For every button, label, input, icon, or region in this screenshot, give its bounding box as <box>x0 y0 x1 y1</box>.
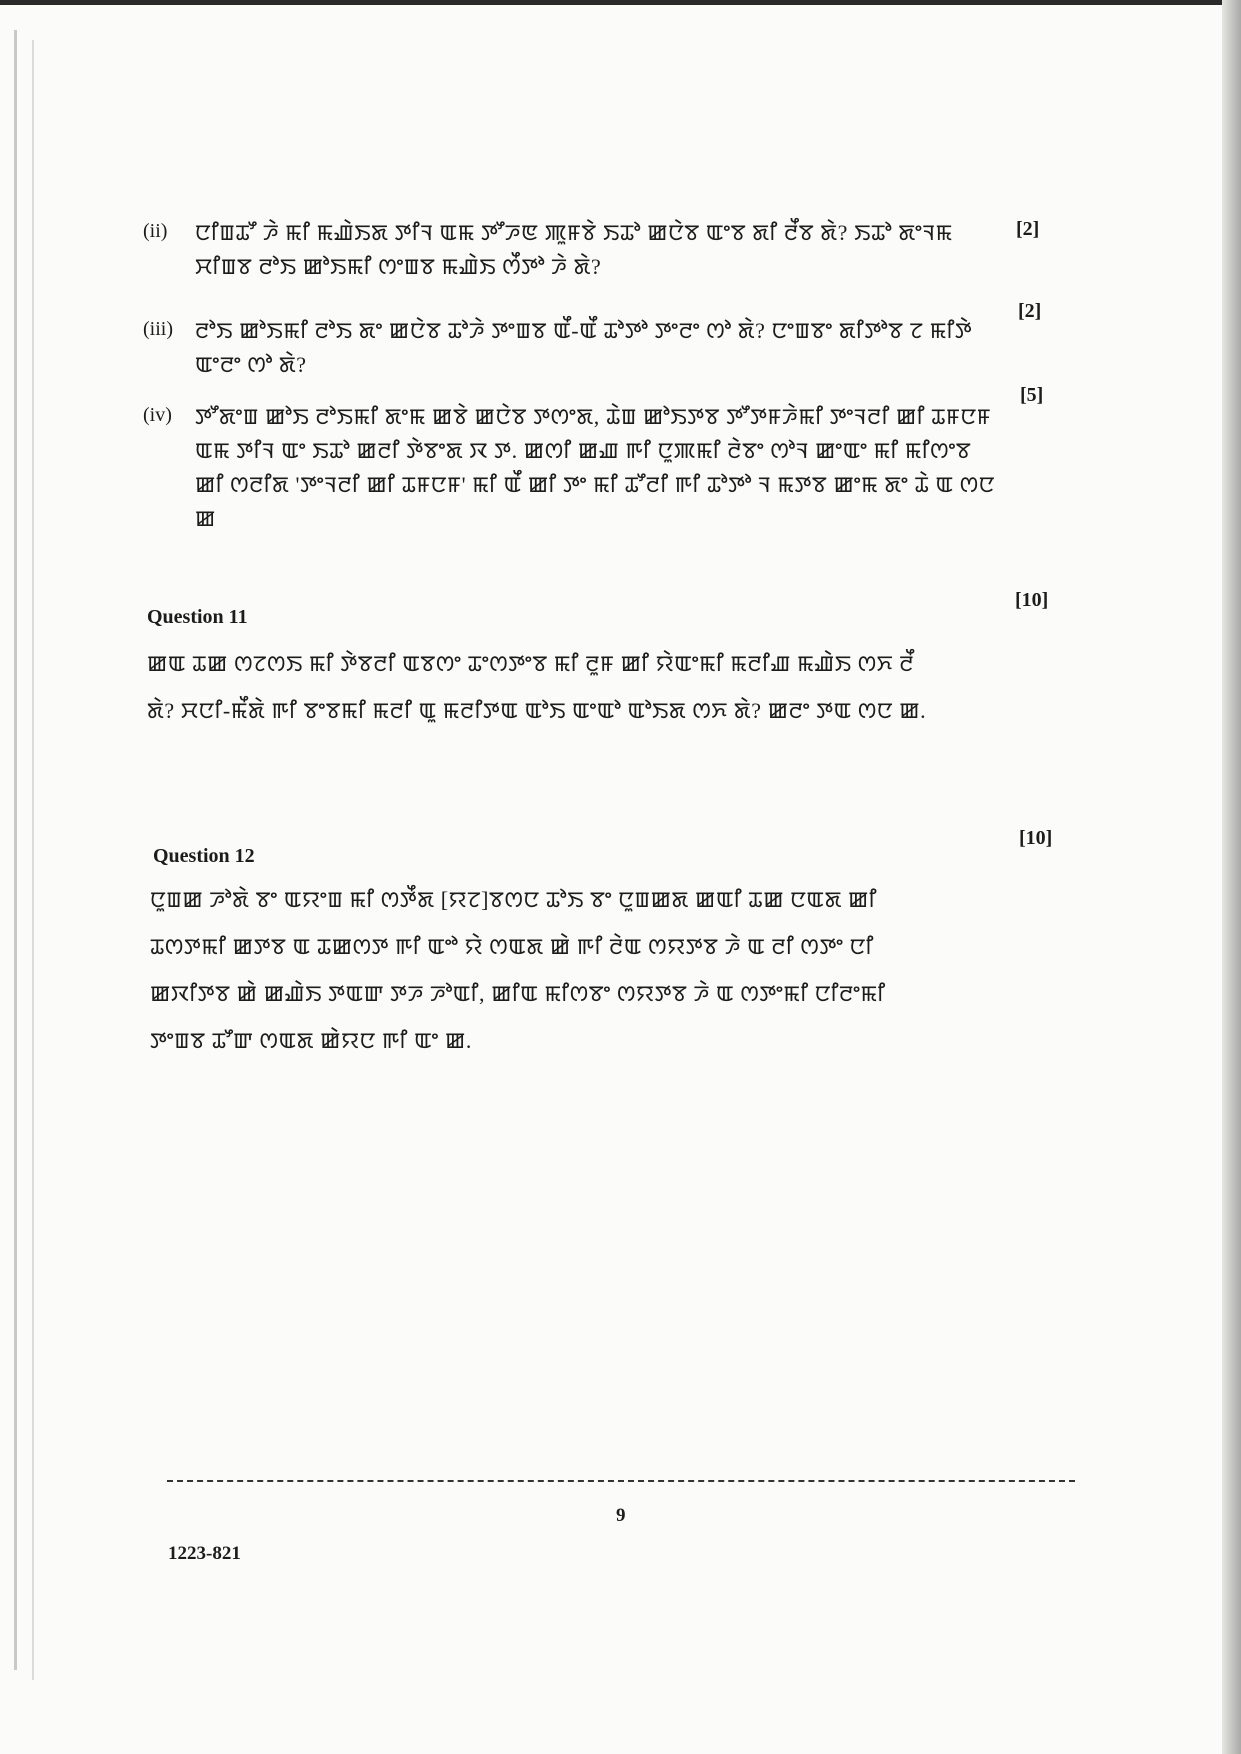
paper-code: 1223-821 <box>168 1543 241 1564</box>
subquestion-text: ꯇꯧꯗꯦꯡ ꯀꯣꯏ ꯂꯣꯏꯃꯤ ꯗꯦꯃ ꯀꯕꯥ ꯀꯅꯥꯕ ꯇꯁꯦꯗ, ꯊꯥꯡ ꯀꯣꯏꯇꯕ ꯇꯧꯇꯝꯍꯥꯃꯤ ꯇꯦꯜꯂꯤ ꯀꯤ ꯊꯝꯅꯝ ꯑꯃ ꯇꯤꯜ ꯑꯦ ꯏꯊꯣ ꯀꯂꯤ ꯇꯥꯕꯦꯗ ꯋ ꯇ. ꯀꯁꯤ ꯀꯉ ꯒꯤ ꯅꯨꯄꯃꯤ ꯂꯥꯕꯦ ꯁꯣꯜ ꯀꯦꯑꯦ ꯃꯤ ꯃꯤꯁꯦꯕ ꯀꯤ ꯁꯂꯤꯗ 'ꯇꯦꯜꯂꯤ ꯀꯤ ꯊꯝꯅꯝ' ꯃꯤ ꯑꯩ ꯀꯤ ꯇꯦ ꯃꯤ ꯊꯧꯂꯤ ꯒꯤ ꯊꯣꯇꯣ ꯜ ꯃꯇꯕ ꯀꯦꯃ ꯗꯦ ꯊꯥ ꯑ ꯁꯅ ꯀ <box>195 404 995 531</box>
question-text: ꯀꯑ ꯊꯀ ꯁꯖꯁꯏ ꯃꯤ ꯇꯥꯕꯂꯤ ꯑꯕꯁꯦ ꯊꯦꯁꯇꯦꯕ ꯃꯤ ꯂꯨꯝ ꯀꯤ ꯌꯥꯑꯦꯃꯤ ꯃꯂꯤꯉ ꯃꯉꯥꯏ ꯁꯈ ꯂꯩ ꯗꯥ? ꯆꯅꯤ-ꯃꯩꯗꯥ ꯒꯤ ꯕꯦꯕꯃꯤ ꯃꯂꯤ ꯑꯨ ꯃꯂꯤꯇꯑ ꯑꯣꯏ ꯑꯦꯑꯣ ꯑꯣꯏꯗ ꯁꯈ ꯗꯥ? ꯀꯂꯦ ꯇꯑ ꯁꯅ ꯀ. <box>147 651 927 723</box>
scan-right-edge <box>1222 0 1241 1754</box>
subquestion-number: (iii) <box>143 318 173 340</box>
subquestion-text: ꯂꯣꯏ ꯀꯣꯏꯃꯤ ꯂꯣꯏ ꯗꯦ ꯀꯅꯥꯕ ꯊꯣꯍꯥ ꯇꯦꯡꯕ ꯑꯩ-ꯑꯩ ꯊꯣꯇꯣ ꯇꯦꯂꯦ ꯁꯣ ꯗꯥ? ꯅꯦꯡꯕꯦ ꯗꯤꯇꯣꯕ ꯖ ꯃꯤꯇꯥ ꯑꯦꯂꯦ ꯁꯣ ꯗꯥ? <box>195 318 973 377</box>
question-text: ꯅꯨꯡꯀ ꯍꯣꯗꯥ ꯕꯦ ꯑꯌꯦꯡ ꯃꯤ ꯁꯇꯩꯗ [ꯌꯖ]ꯕꯁꯅ ꯊꯣꯏ ꯕꯦ ꯅꯨꯡꯀꯗ ꯀꯑꯤ ꯊꯀ ꯅꯑꯗ ꯀꯤ ꯊꯁꯇꯃꯤ ꯀꯇꯕ ꯑ ꯊꯀꯁꯇ ꯒꯤ ꯑꯦꯣ ꯌꯥ ꯁꯑꯗ ꯀꯥ ꯒꯤ ꯂꯥꯑ ꯁꯌꯇꯕ ꯍꯥ ꯑ ꯂꯤ ꯁꯇꯦ ꯅꯤ ꯀꯋꯤꯇꯕ ꯀꯥ ꯀꯉꯥꯏ ꯇꯑꯛ ꯇꯍ ꯍꯣꯑꯤ, ꯀꯤꯑ ꯃꯤꯁꯕꯦ ꯁꯌꯇꯕ ꯍꯥ ꯑ ꯁꯇꯦꯃꯤ ꯅꯤꯂꯦꯃꯤ ꯇꯦꯡꯕ ꯊꯧꯛ ꯁꯑꯗ ꯀꯥꯌꯅ ꯒꯤ ꯑꯦ ꯀ. <box>150 887 886 1053</box>
marks-badge: [10] <box>1019 827 1053 849</box>
page-number: 9 <box>616 1505 626 1526</box>
question-title: Question 12 <box>153 845 255 867</box>
subquestion-number: (iv) <box>143 404 172 426</box>
footer-divider <box>167 1480 1075 1482</box>
marks-badge: [2] <box>1016 218 1040 240</box>
subquestion-text: ꯅꯤꯡꯊꯧ ꯍꯥ ꯃꯤ ꯃꯉꯥꯏꯗ ꯇꯤꯜ ꯑꯃ ꯇꯧꯍꯟ ꯄꯨꯝꯕꯥ ꯏꯊꯣ ꯀꯅꯥꯕ ꯑꯦꯕ ꯗꯤ ꯂꯩꯕ ꯗꯥ? ꯏꯊꯣ ꯗꯦꯜꯃ ꯆꯤꯡꯕ ꯂꯣꯏ ꯀꯣꯏꯃꯤ ꯁꯦꯡꯕ ꯃꯉꯥꯏ ꯁꯩꯇꯣ ꯍꯥ ꯗꯥ? <box>195 220 953 279</box>
scan-left-shadow <box>32 40 34 1680</box>
scan-left-edge <box>14 30 17 1670</box>
scan-top-edge <box>0 0 1241 5</box>
marks-badge: [2] <box>1018 300 1042 322</box>
subquestion-number: (ii) <box>143 220 168 242</box>
question-title: Question 11 <box>147 606 248 628</box>
marks-badge: [10] <box>1015 589 1049 611</box>
marks-badge: [5] <box>1020 384 1044 406</box>
